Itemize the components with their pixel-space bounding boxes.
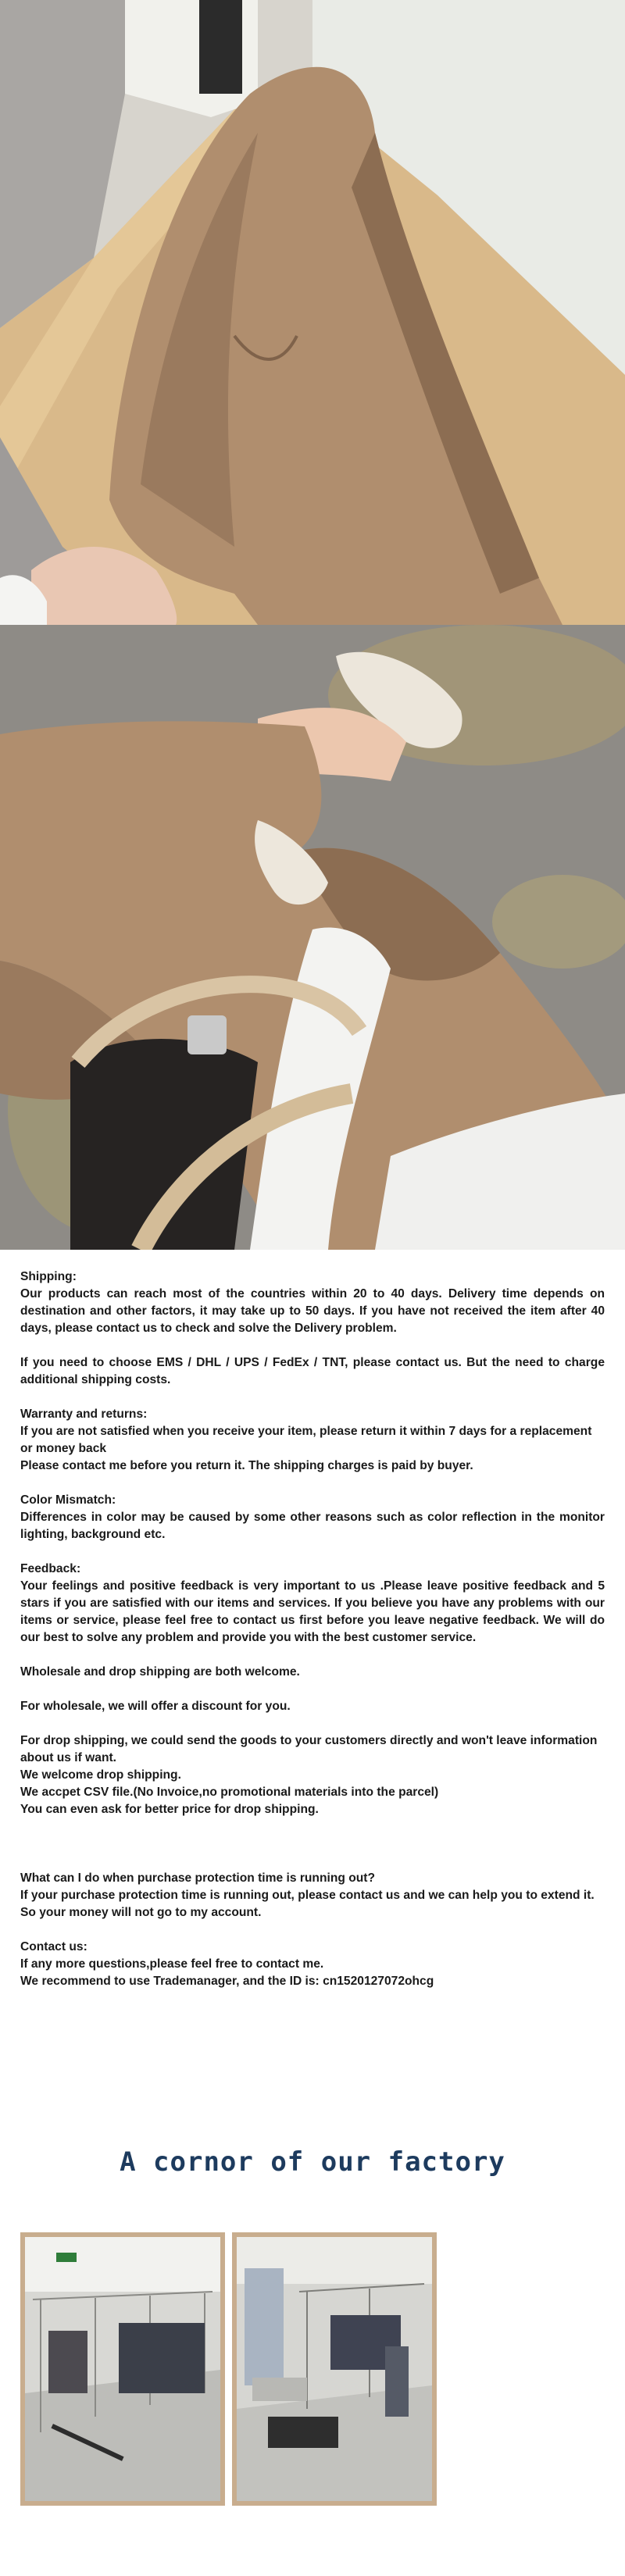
shipping-heading: Shipping:: [20, 1270, 77, 1283]
drop-text-1: For drop shipping, we could send the goods to your customers directly and won't leave information about us if want.: [20, 1734, 598, 1764]
shipping-text: Our products can reach most of the countries within 20 to 40 days. Delivery time depends on destination and other factors, it may take up to 50 days. If you have not received the item after 40 days, please contact us to check and solve the Delivery problem.: [20, 1287, 605, 1335]
wholesale-text: For wholesale, we will offer a discount for you.: [20, 1700, 291, 1713]
feedback-heading: Feedback:: [20, 1562, 81, 1575]
warranty-heading: Warranty and returns:: [20, 1408, 148, 1421]
factory-photo-2: [232, 2232, 437, 2506]
warranty-text-2: Please contact me before you return it. The shipping charges is paid by buyer.: [20, 1459, 473, 1472]
factory-title: A cornor of our factory: [120, 2146, 505, 2178]
color-text: Differences in color may be caused by some other reasons such as color reflection in the monitor lighting, background etc.: [20, 1511, 605, 1541]
feedback-text: Your feelings and positive feedback is very important to us .Please leave positive feedback and 5 stars if you are satisfied with our items and services. If you believe you have any problems with our items or service, please feel free to contact us first before you leave negative feedback. We will do our best to solve any problem and provide you with the best customer service.: [20, 1579, 605, 1644]
color-heading: Color Mismatch:: [20, 1493, 116, 1507]
warranty-text-1: If you are not satisfied when you receive your item, please return it within 7 days for a replacement or money back: [20, 1425, 592, 1455]
store-policy: [20, 1268, 605, 2007]
contact-text-1: If any more questions,please feel free to contact me.: [20, 1957, 324, 1971]
contact-heading: Contact us:: [20, 1940, 88, 1953]
product-photo-2: [0, 625, 625, 1250]
contact-text-2: We recommend to use Trademanager, and the ID is: cn1520127072ohcg: [20, 1975, 434, 1988]
protection-question: What can I do when purchase protection time is running out?: [20, 1871, 375, 1885]
wholesale-drop-text: Wholesale and drop shipping are both welcome.: [20, 1665, 300, 1679]
protection-answer: If your purchase protection time is running out, please contact us and we can help you to extend it. So your money will not go to my account.: [20, 1889, 595, 1919]
product-photo-1: [0, 0, 625, 625]
factory-photo-1: [20, 2232, 225, 2506]
express-shipping-text: If you need to choose EMS / DHL / UPS / FedEx / TNT, please contact us. But the need to charge additional shipping costs.: [20, 1356, 605, 1386]
drop-text-3: We accpet CSV file.(No Invoice,no promotional materials into the parcel): [20, 1786, 439, 1799]
drop-text-2: We welcome drop shipping.: [20, 1768, 181, 1782]
drop-text-4: You can even ask for better price for drop shipping.: [20, 1803, 319, 1816]
